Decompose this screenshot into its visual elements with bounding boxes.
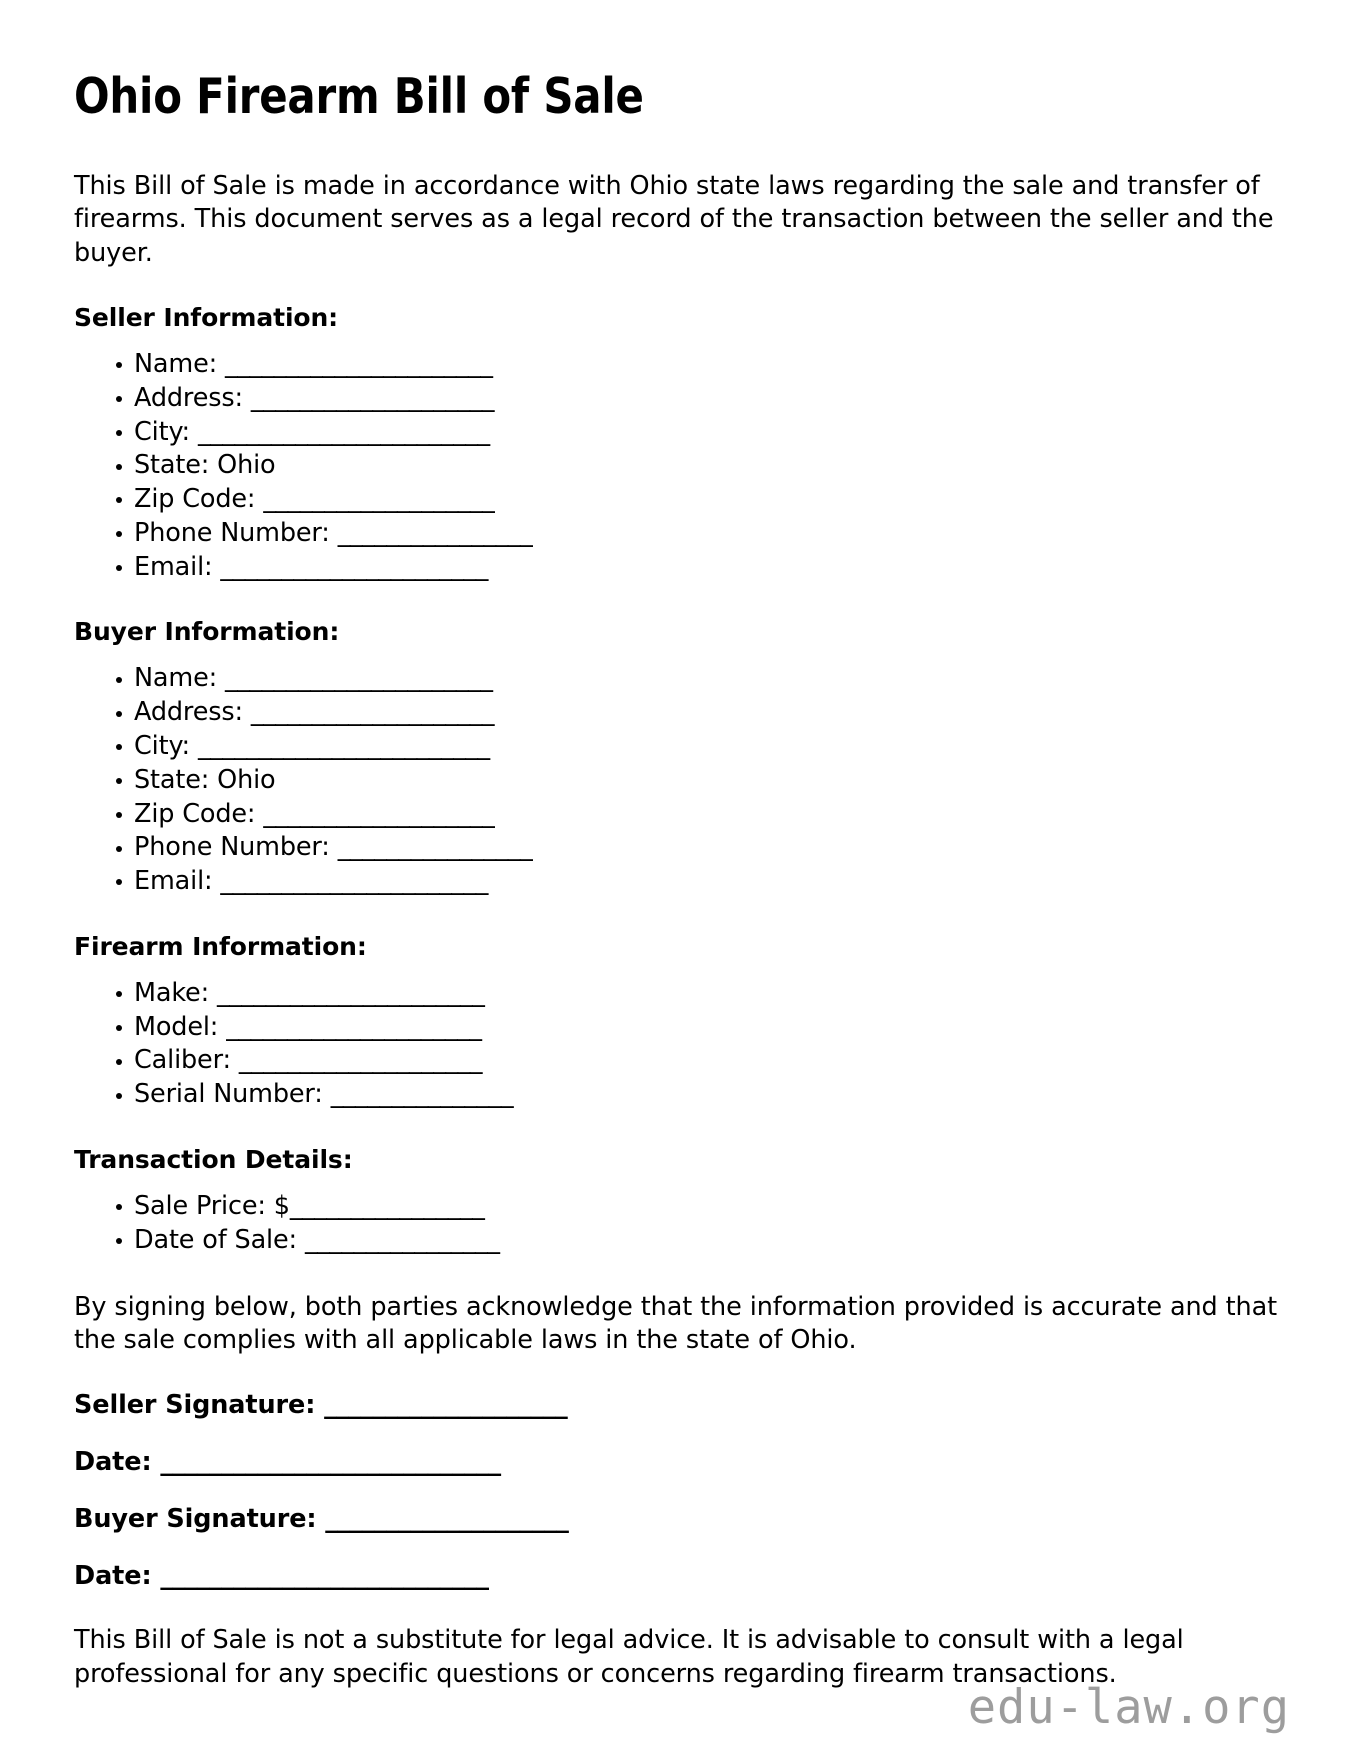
list-item [74,517,1288,551]
fill-in-rule[interactable]: ____________________ [250,382,494,413]
spacer [74,1357,1288,1390]
bullet-icon [116,1025,122,1031]
field-label: Caliber: [134,1045,231,1076]
fill-in-rule[interactable]: ______________________ [216,977,485,1008]
seller-date-line [74,1447,1288,1477]
field-label: Sale Price: $ [134,1191,290,1222]
firearm-information-heading: Firearm Information: [74,931,367,961]
list-item [74,865,1288,899]
spacer [74,584,1288,617]
seller-date-rule[interactable]: ____________________________ [160,1447,501,1478]
bullet-icon [116,1238,122,1244]
spacer [74,332,1288,348]
list-item [74,1190,1288,1224]
bullet-icon [116,362,122,368]
buyer-date-line [74,1561,1288,1591]
field-label: City: [134,731,190,762]
fill-in-rule[interactable]: ________________ [337,832,533,863]
field-label: Make: [134,977,210,1008]
spacer [74,1174,1288,1190]
bullet-icon [116,711,122,717]
list-item [74,348,1288,382]
list-item [74,798,1288,832]
buyer-date-rule[interactable]: ___________________________ [160,1561,489,1592]
bullet-icon [116,396,122,402]
fill-in-rule[interactable]: ______________________ [220,866,488,897]
bullet-icon [116,879,122,885]
list-item [74,977,1288,1011]
buyer-signature-line [74,1504,1288,1534]
spacer [74,270,1288,303]
fill-in-rule[interactable]: _______________ [330,1079,513,1110]
bullet-icon [116,677,122,683]
fill-in-rule[interactable]: ________________________ [197,416,490,447]
list-item [74,483,1288,517]
field-label: Phone Number: [134,517,330,548]
spacer [74,899,1288,932]
spacer [74,1534,1288,1561]
field-label: State: Ohio [134,764,276,795]
list-item [74,1224,1288,1258]
bullet-icon [116,846,122,852]
seller-date-label: Date: [74,1447,152,1478]
fill-in-rule[interactable]: ____________________ [238,1045,482,1076]
fill-in-rule[interactable]: ________________________ [197,731,490,762]
field-label: Date of Sale: [134,1224,297,1255]
buyer-date-label: Date: [74,1561,152,1592]
spacer [74,1112,1288,1145]
disclaimer-paragraph: This Bill of Sale is not a substitute for legal advice. It is advisable to consult with a legal professional for any specific questions or concerns regarding firearm transactions. [74,1625,1184,1689]
list-item [74,1044,1288,1078]
field-label: State: Ohio [134,450,276,481]
field-label: Address: [134,382,243,413]
bullet-icon [116,1059,122,1065]
intro-paragraph: This Bill of Sale is made in accordance with Ohio state laws regarding the sale and transfer of firearms. This document serves as a legal record of the transaction between the seller and the buyer. [74,170,1274,268]
field-label: Address: [134,697,243,728]
list-item [74,662,1288,696]
bullet-icon [116,744,122,750]
bullet-icon [116,565,122,571]
list-item [74,696,1288,730]
field-label: Name: [134,348,218,379]
spacer [74,1420,1288,1447]
field-label: Serial Number: [134,1079,323,1110]
bullet-icon [116,1204,122,1210]
transaction-details-heading: Transaction Details: [74,1145,353,1175]
seller-information-heading: Seller Information: [74,302,339,332]
list-item [74,449,1288,483]
bullet-icon [116,778,122,784]
spacer [74,646,1288,662]
spacer [74,1477,1288,1504]
list-item [74,730,1288,764]
bullet-icon [116,464,122,470]
field-label: Phone Number: [134,832,330,863]
fill-in-rule[interactable]: ________________ [304,1224,500,1255]
seller-signature-line [74,1390,1288,1420]
seller-signature-rule[interactable]: ____________________ [324,1390,568,1421]
field-label: Model: [134,1011,219,1042]
fill-in-rule[interactable]: ________________ [289,1191,485,1222]
list-item [74,382,1288,416]
list-item [74,551,1288,585]
bullet-icon [116,430,122,436]
buyer-signature-label: Buyer Signature: [74,1504,317,1535]
fill-in-rule[interactable]: ___________________ [263,484,495,515]
buyer-information-heading: Buyer Information: [74,617,340,647]
fill-in-rule[interactable]: ________________ [337,517,533,548]
fill-in-rule[interactable]: ______________________ [220,551,488,582]
spacer [74,961,1288,977]
list-item [74,764,1288,798]
transaction-field-list [74,1190,1288,1258]
site-watermark: edu-law.org [967,1680,1290,1735]
fill-in-rule[interactable]: ______________________ [225,348,493,379]
field-label: Email: [134,866,213,897]
spacer [74,1258,1288,1291]
field-label: Zip Code: [134,798,256,829]
field-label: Email: [134,551,213,582]
spacer [74,1591,1288,1624]
firearm-field-list [74,977,1288,1112]
acknowledgement-paragraph: By signing below, both parties acknowledge that the information provided is accurate and that the sale complies with all applicable laws in the state of Ohio. [74,1291,1278,1355]
bullet-icon [116,531,122,537]
bullet-icon [116,812,122,818]
fill-in-rule[interactable]: ____________________ [250,697,494,728]
bullet-icon [116,497,122,503]
list-item [74,1011,1288,1045]
field-label: Zip Code: [134,484,256,515]
buyer-field-list [74,662,1288,898]
fill-in-rule[interactable]: _____________________ [226,1011,482,1042]
seller-field-list [74,348,1288,584]
bullet-icon [116,991,122,997]
buyer-signature-rule[interactable]: ____________________ [325,1504,569,1535]
list-item [74,416,1288,450]
field-label: Name: [134,663,218,694]
fill-in-rule[interactable]: ______________________ [225,663,493,694]
bullet-icon [116,1093,122,1099]
list-item [74,831,1288,865]
page-title: Ohio Firearm Bill of Sale [74,68,644,125]
field-label: City: [134,416,190,447]
list-item [74,1078,1288,1112]
fill-in-rule[interactable]: ___________________ [263,798,495,829]
seller-signature-label: Seller Signature: [74,1390,316,1421]
